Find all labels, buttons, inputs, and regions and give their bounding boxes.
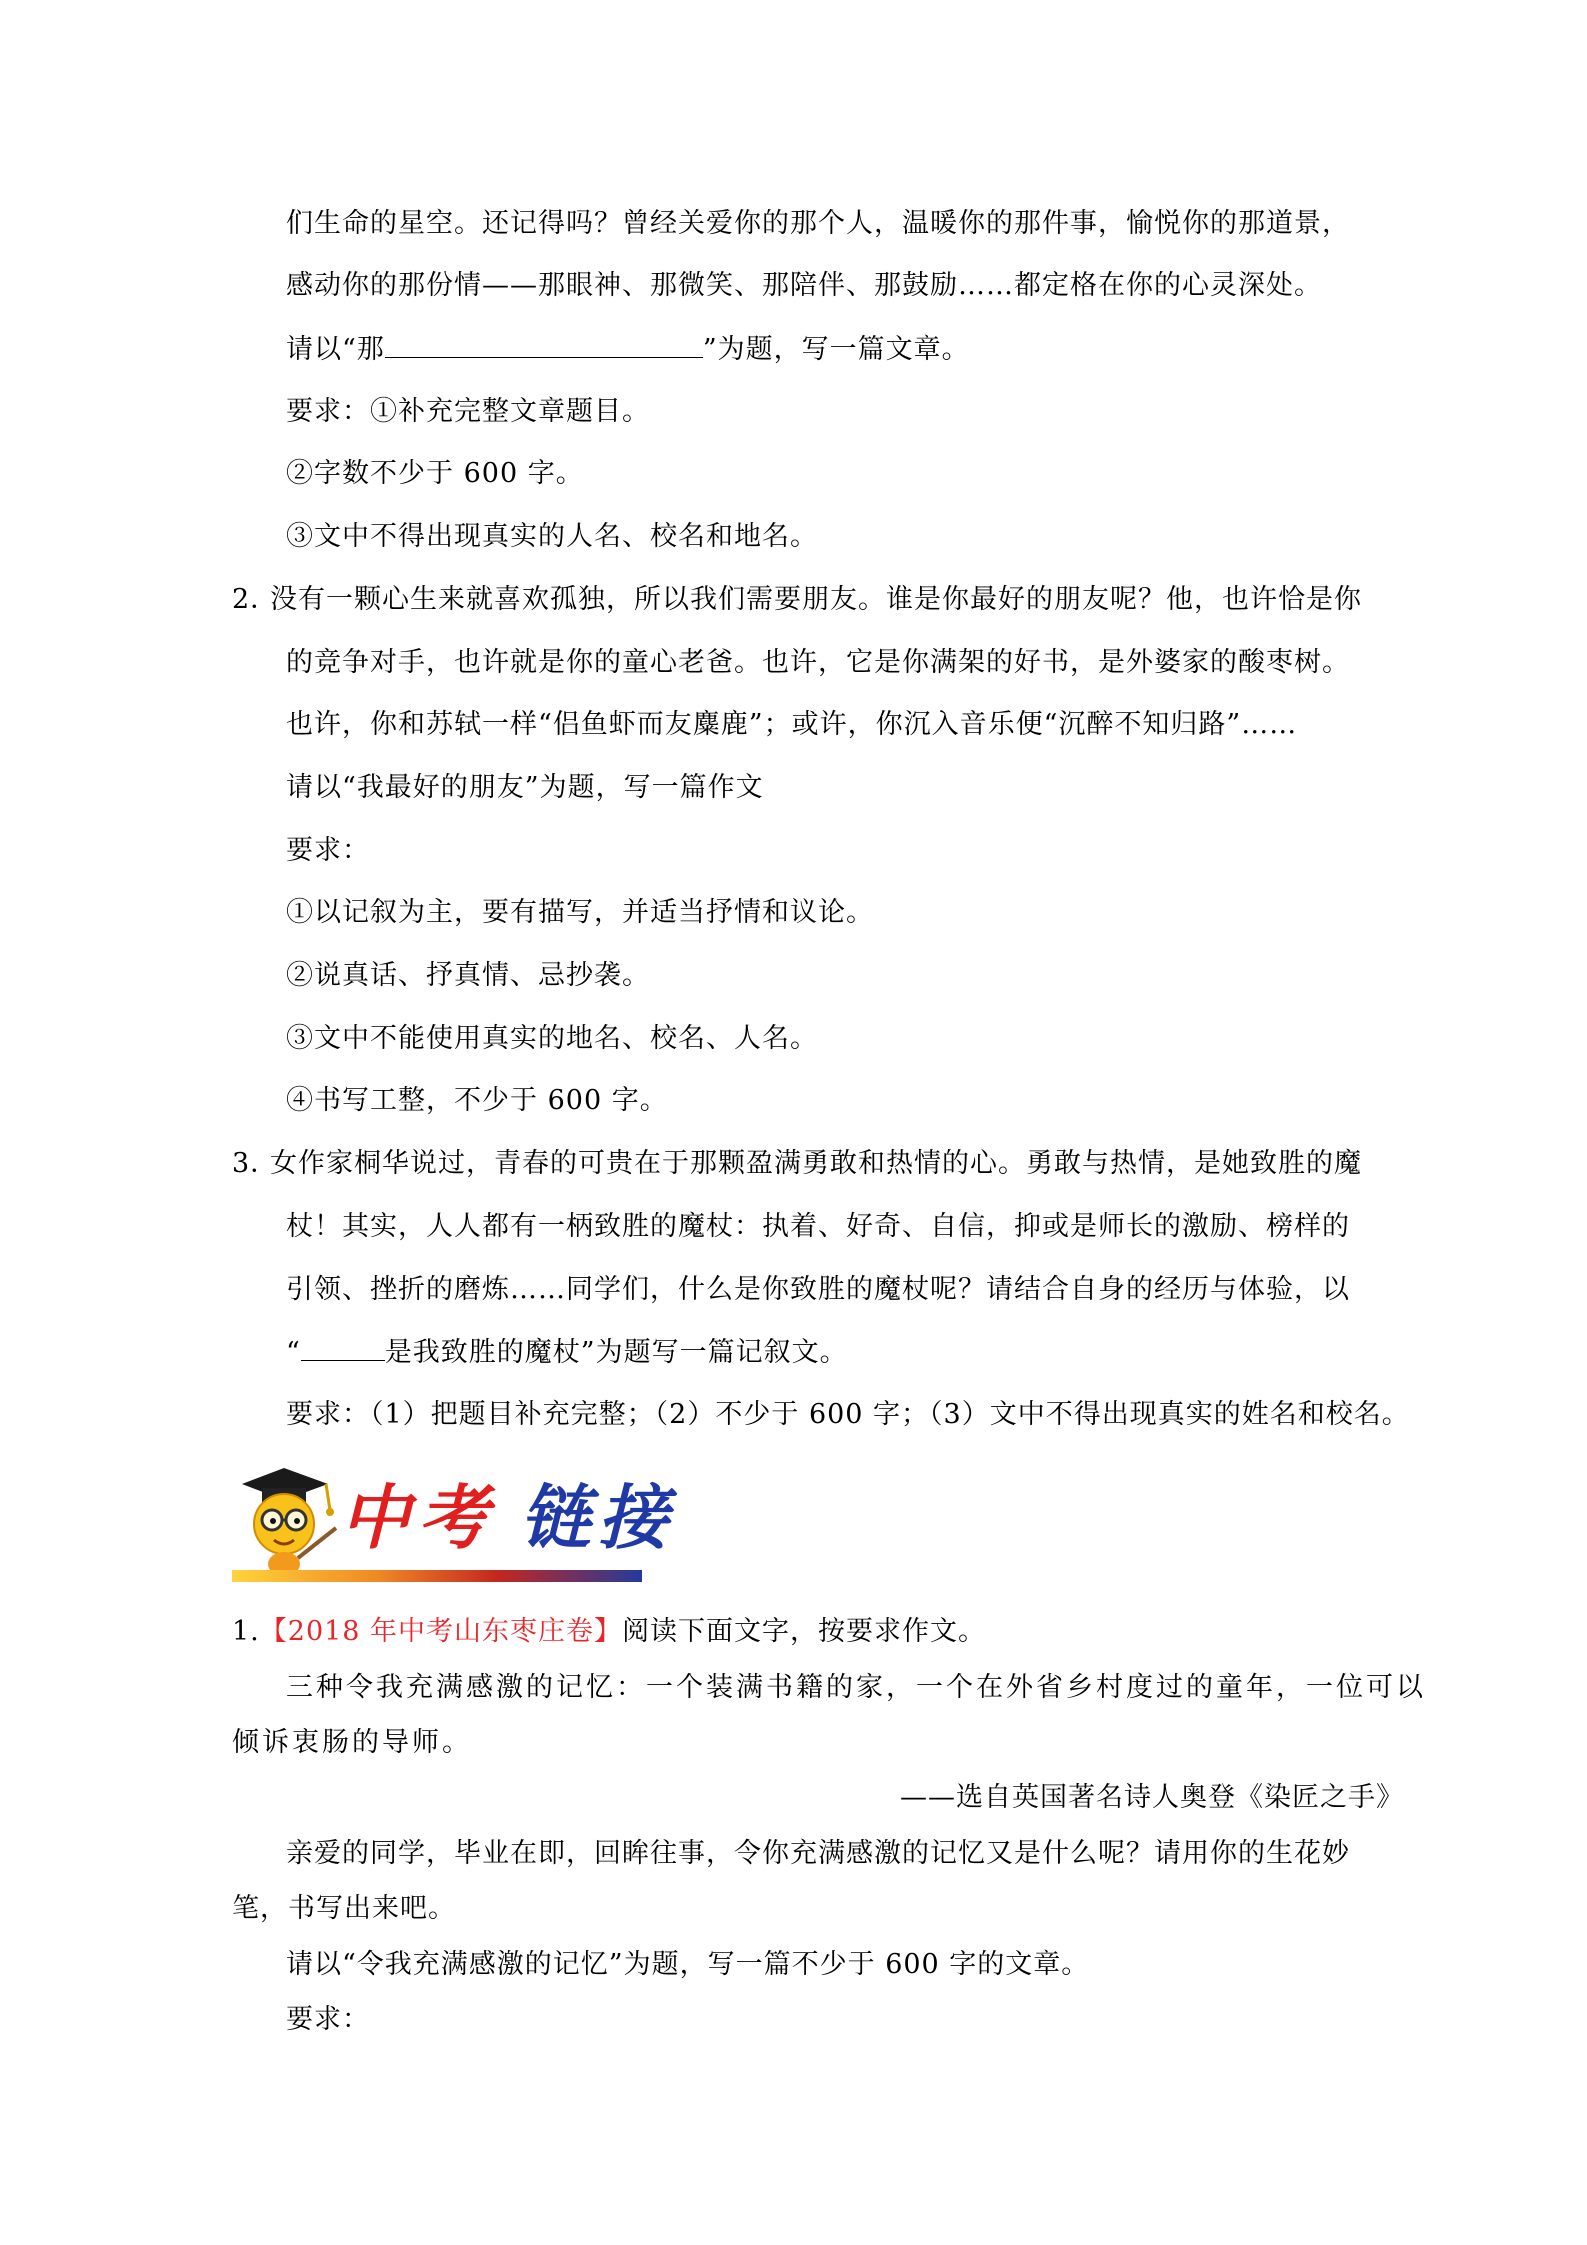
q1-prompt bbox=[286, 331, 970, 368]
q2-requirement-head: 要求： bbox=[286, 835, 370, 866]
exam-intro: 阅读下面文字，按要求作文。 bbox=[622, 1616, 987, 1647]
banner-char-1: 中 bbox=[340, 1476, 418, 1559]
banner-char-3: 链 bbox=[520, 1476, 598, 1559]
q3-text-1: 女作家桐华说过，青春的可贵在于那颗盈满勇敢和热情的心。勇敢与热情，是她致胜的魔 bbox=[270, 1148, 1362, 1179]
q1-text-line-2: 感动你的那份情——那眼神、那微笑、那陪伴、那鼓励……都定格在你的心灵深处。 bbox=[286, 270, 1322, 301]
q1-prompt-prefix: 请以“那 bbox=[286, 334, 385, 365]
q3-title-blank bbox=[301, 1334, 385, 1361]
q2-requirement-3: ③文中不能使用真实的地名、校名、人名。 bbox=[286, 1023, 818, 1054]
banner-title bbox=[340, 1478, 676, 1558]
section-banner bbox=[232, 1458, 684, 1586]
q1-text-line-1: 们生命的星空。还记得吗？曾经关爱你的那个人，温暖你的那件事，愉悦你的那道景， bbox=[286, 208, 1350, 239]
title-blank bbox=[385, 331, 703, 358]
banner-char-4: 接 bbox=[598, 1476, 676, 1559]
q2-line-1 bbox=[232, 582, 1362, 618]
q1-requirement-3: ③文中不得出现真实的人名、校名和地名。 bbox=[286, 521, 818, 552]
q1-requirement-1: 要求：①补充完整文章题目。 bbox=[286, 396, 650, 427]
graduate-mascot-icon bbox=[232, 1458, 342, 1582]
exam-source: 【2018 年中考山东枣庄卷】 bbox=[259, 1616, 623, 1647]
q3-line-1 bbox=[232, 1146, 1362, 1182]
exam-body-line-1: 亲爱的同学，毕业在即，回眸往事，令你充满感激的记忆又是什么呢？请用你的生花妙 bbox=[286, 1838, 1350, 1869]
exam-number: 1. bbox=[232, 1616, 260, 1647]
q3-line-3: 引领、挫折的磨炼……同学们，什么是你致胜的魔杖呢？请结合自身的经历与体验，以 bbox=[286, 1274, 1350, 1305]
q2-line-2: 的竞争对手，也许就是你的童心老爸。也许，它是你满架的好书，是外婆家的酸枣树。 bbox=[286, 647, 1350, 678]
q2-requirement-2: ②说真话、抒真情、忌抄袭。 bbox=[286, 960, 650, 991]
q3-title-prefix: “ bbox=[286, 1337, 301, 1368]
exam-body-line-2: 笔，书写出来吧。 bbox=[232, 1893, 456, 1924]
q2-requirement-1: ①以记叙为主，要有描写，并适当抒情和议论。 bbox=[286, 897, 874, 928]
q3-title-suffix: 是我致胜的魔杖”为题写一篇记叙文。 bbox=[384, 1337, 848, 1368]
q3-requirement: 要求：（1）把题目补充完整；（2）不少于 600 字；（3）文中不得出现真实的姓名和校名。 bbox=[286, 1399, 1410, 1430]
exam-prompt: 请以“令我充满感激的记忆”为题，写一篇不少于 600 字的文章。 bbox=[286, 1949, 1090, 1980]
q1-requirement-2: ②字数不少于 600 字。 bbox=[286, 458, 584, 489]
exam-quote-line-1: 三种令我充满感激的记忆：一个装满书籍的家，一个在外省乡村度过的童年，一位可以 bbox=[286, 1672, 1426, 1703]
q3-line-2: 杖！其实，人人都有一柄致胜的魔杖：执着、好奇、自信，抑或是师长的激励、榜样的 bbox=[286, 1211, 1350, 1242]
q2-text-1: 没有一颗心生来就喜欢孤独，所以我们需要朋友。谁是你最好的朋友呢？他，也许恰是你 bbox=[270, 584, 1362, 615]
banner-char-2: 考 bbox=[418, 1476, 496, 1559]
q3-line-4 bbox=[286, 1334, 848, 1371]
q2-number: 2． bbox=[232, 584, 279, 615]
exam-quote-line-2: 倾诉衷肠的导师。 bbox=[232, 1727, 472, 1758]
q2-prompt: 请以“我最好的朋友”为题，写一篇作文 bbox=[286, 772, 764, 803]
banner-underline bbox=[232, 1570, 642, 1582]
q3-number: 3． bbox=[232, 1148, 279, 1179]
q2-line-3: 也许，你和苏轼一样“侣鱼虾而友麋鹿”；或许，你沉入音乐便“沉醉不知归路”…… bbox=[286, 709, 1298, 740]
exam-question-header bbox=[232, 1614, 986, 1650]
exam-requirement-head: 要求： bbox=[286, 2004, 370, 2035]
exam-attribution: ——选自英国著名诗人奥登《染匠之手》 bbox=[900, 1782, 1404, 1813]
q1-prompt-suffix: ”为题，写一篇文章。 bbox=[702, 334, 970, 365]
q2-requirement-4: ④书写工整，不少于 600 字。 bbox=[286, 1085, 668, 1116]
